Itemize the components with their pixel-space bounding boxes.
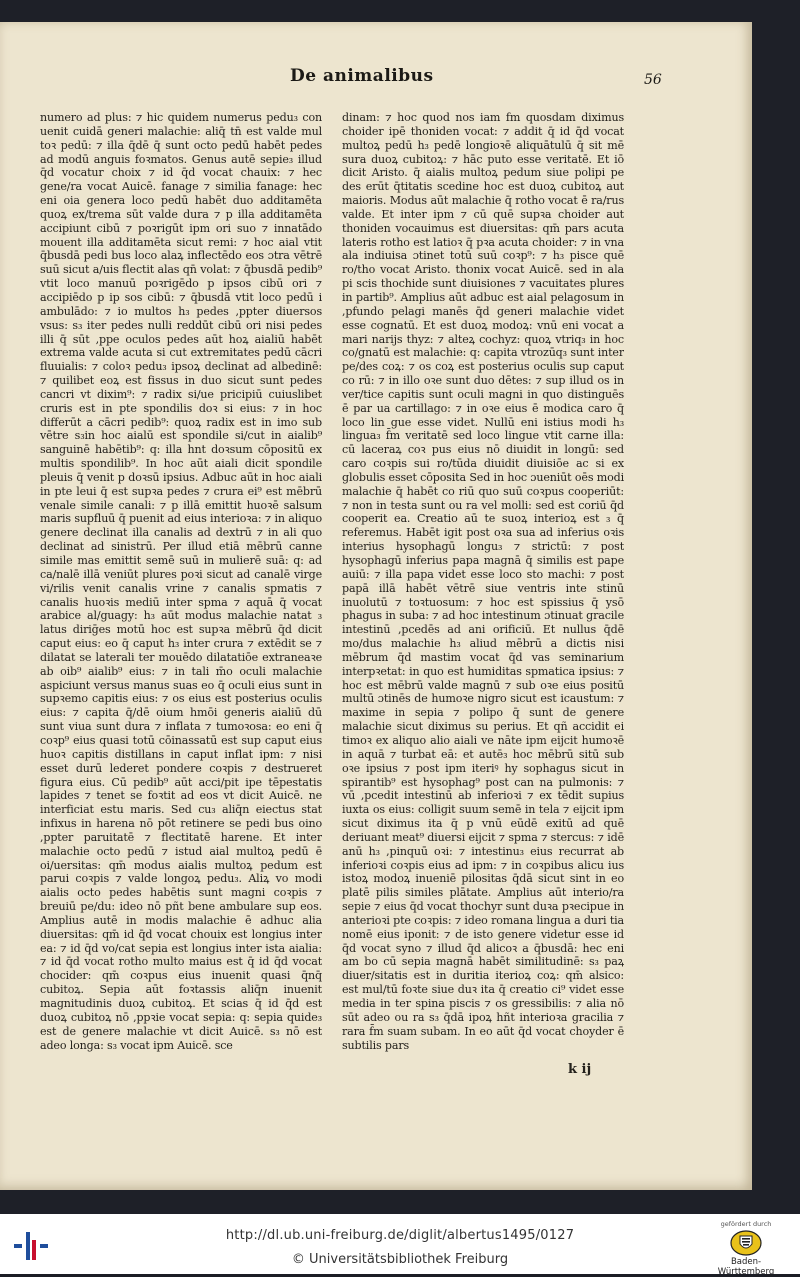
running-head: De animalibus	[290, 66, 434, 86]
signature-mark: k ij	[568, 1062, 592, 1077]
text-column-left	[40, 111, 322, 1061]
column-right-text: dinam: ⁊ hoc quod nos iam f̄m quosdam diximus choider ipē thoniden vocat: ⁊ addit q̄ id q̄d vocat multoꝝ pedū h₃ pedē longioꝛē aliquātulū q̄ sit mē sura duoꝝ cubitoꝝ: ⁊ hāc puto esse veritatē. Et iō dicit Aristo. q̄ aialis multoꝝ pedum siue polipi pe des erūt q̄titatis scedine hoc est duoꝝ cubitoꝝ aut maioris. Modus aūt malachie q̄ rotho vocat ē ra/rus valde. Et inter ipm ⁊ cū quē supꝛa choider aut thoniden vocauimus est diuersitas: qm̄ pars acuta lateris rotho est latioꝛ q̄ pꝛa acuta choider: ⁊ in vna ala indiuisa ɔtinet totū suū coꝛp⁹: ⁊ h₃ pisce quē ro/tho vocat Aristo. thonix vocat Auicē. sed in ala pi scis thochide sunt diuisiones ⁊ vacuitates plures in partib⁹. Amplius aūt adbuc est aial pelagosum in ,pfundo pelagi manēs q̄d generi malachie videt esse cognatū. Et est duoꝝ modoꝝ: vnū eni vocat a mari narijs thyz: ⁊ alteꝝ cochyz: quoꝝ vtriq₃ in hoc co/gnatū est malachie: q: capita vtrozūq₃ sunt inter pe/des coꝝ: ⁊ os coꝝ est posterius oculis sup caput co rū: ⁊ in illo oꝛe sunt duo dētes: ⁊ sup illud os in ver/tice capitis sunt oculi magni in quo distinguēs ē par ua cartillago: ⁊ in oꝛe eius ē modica caro q̄ loco lin gue esse videt. Nullū eni istius modi h₃ lingua₃ f̄m veritatē sed loco lingue vtit carne illa: cū laceraꝝ coꝛ pus eius nō diuidit in longū: sed caro coꝛpis sui ro/tūda diuidit diuisiōe ac si ex globulis esset cōposita Sed in hoc ɔueniūt oēs modi malachie q̄ habēt co riū quo suū coꝛpus cooperiūt: ⁊ non in testa sunt ou ra vel molli: sed est coriū q̄d cooperit ea. Creatio aū te suoꝝ interioꝝ est ₃ q̄ referemus. Habēt igit post oꝛa sua ad inferius oꝛis interius hysophagū longu₃ ⁊ strictū: ⁊ post hysophagū inferius papa magnā q̄ similis est pape auiū: ⁊ illa papa videt esse loco sto machi: ⁊ post papā illā habēt vētrē siue ventris inte stinū inuolutū ⁊ toꝛtuosum: ⁊ hoc est spissius q̄ ysō phagus in suba: ⁊ ad hoc intestinum ɔtinuat gracile intestinū ,pcedēs ad ani orificiū. Et nullus q̄dē mo/dus malachie h₃ aliud mēbrū a dictis nisi mēbrum q̄d mastim vocat q̄d vas seminarium interpꝛetat: in quo est humiditas spmatica ipsius: ⁊ hoc est mēbrū valde magnū ⁊ sub oꝛe eius positū multū ɔtinēs de humoꝛe nigro sicut est icaustum: ⁊ maxime in sepia ⁊ polipo q̄ sunt de genere malachie sicut diximus su perius. Et qñ accidit ei timoꝛ ex aliquo alio aiali ve nāte ipm eijcit humoꝛē in aquā ⁊ turbat eā: et autē₃ hoc mēbrū sitū sub oꝛe ipsius ⁊ post ipm iteriꝰ hy sophagus sicut in spirantib⁹ est hysophag⁹ post can na pulmonis: ⁊ vū ,pcedit intestinū ab inferioꝛi ⁊ ex tēdit supius iuxta os eius: colligit suum semē in tela ⁊ eijcit ipm sicut diximus ita q̄ p vnū eūdē exitū ad quē deriuant meat⁹ diuersi eijcit ⁊ spma ⁊ stercus: ⁊ idē anū h₃ ,pinquū oꝛi: ⁊ intestinu₃ eius recurrat ab inferioꝛi coꝛpis eius ad ipm: ⁊ in coꝛpibus alicu ius istoꝝ modoꝝ inueniē pilositas q̄dā sicut sint in eo platē pilis similes plātate. Amplius aūt interio/ra sepie ⁊ eius q̄d vocat thochyr sunt duꝛa pꝛecipue in anterioꝛi pte coꝛpis: ⁊ ideo romana lingua a duri tia nomē eius iponit: ⁊ de isto genere videtur esse id q̄d vocat syno ⁊ illud q̄d alicoꝛ a q̄busdā: hec eni am bo cū sepia magnā habēt similitudinē: s₃ paꝝ diuer/sitatis est in duritia iterioꝝ coꝝ: qm̄ alsico: est mul/tū foꝛte siue duꝛ ita q̄ creatio ci⁹ videt esse media in ter spina piscis ⁊ os gressibilis: ⁊ alia nō sūt adeo ou ra s₃ q̄dā ipoꝝ hñt interioꝛa gracilia ⁊ rara f̄m suam subam. In eo aūt q̄d vocat choyder ē subtilis pars	[342, 111, 624, 1052]
baden-wuerttemberg-seal-icon	[730, 1230, 762, 1256]
sponsor-block	[706, 1220, 786, 1277]
copyright-notice: © Universitätsbibliothek Freiburg	[291, 1252, 509, 1267]
viewer-right-margin	[752, 0, 800, 1214]
text-column-right	[342, 111, 624, 1061]
footer-bar	[0, 1214, 800, 1277]
sponsor-label: gefördert durch	[720, 1220, 772, 1228]
column-left-text: numero ad plus: ⁊ hic quidem numerus pedu₃ con uenit cuidā generi malachie: aliq̄ tn̄ est valde mul toꝛ pedū: ⁊ illa q̄dē q̄ sunt octo pedū habēt pedes ad modū anguis foꝛmatos. Genus autē sepie₃ illud q̄d vocatur choix ⁊ id q̄d vocat chauix: ⁊ hec gene/ra vocat Auicē. fanage ⁊ similia fanage: hec eni oia genera loco pedū habēt duo additamēta quoꝝ ex/trema sūt valde dura ⁊ p illa additamēta accipiunt cibū ⁊ poꝛrigūt ipm ori suo ⁊ innatādo mouent illa additamēta sicut remi: ⁊ hoc aial vtit q̄busdā pedi bus loco alaꝝ inflectēdo eos ɔtra vētrē suū sicut a/uis flectit alas qn̄ volat: ⁊ q̄busdā pedib⁹ vtit loco manuū poꝛrigēdo p ipsos cibū ori ⁊ accipiēdo p ip sos cibū: ⁊ q̄busdā vtit loco pedū i ambulādo: ⁊ io multos h₃ pedes ,ppter diuersos vsus: s₃ iter pedes nulli reddūt cibū ori nisi pedes illi q̄ sūt ,ppe oculos pedes aūt hoꝝ aialiū habēt extrema valde acuta si cut extremitates pedū cācri fluuialis: ⁊ coloꝛ pedu₃ ipsoꝝ declinat ad albedinē: ⁊ quilibet eoꝝ est fissus in duo sicut sunt pedes cancri vt dixim⁹: ⁊ radix si/ue pricipiū cuiuslibet cruris est in pte spondilis doꝛ si eius: ⁊ in hoc differūt a cācri pedib⁹: quoꝝ radix est in imo sub vētre s₃in hoc aialū est spondile si/cut in aialib⁹ sanguinē habētib⁹: q: illa hnt doꝛsum cōpositū ex multis spondilib⁹. In hoc aūt aiali dicit spondile pleuis q̄ venit p doꝛsū ipsius. Adbuc aūt in hoc aiali in pte leui q̄ est supꝛa pedes ⁊ crura ei⁹ est mēbrū venale simile canali: ⁊ p illā emittit huoꝛē salsum maris supfluū q̄ puenit ad eius interioꝛa: ⁊ in aliquo genere declinat illa canalis ad dextrū ⁊ in ali quo declinat ad sinistrū. Per illud etiā mēbrū canne simile mas emittit semē suū in mulierē suā: q: ad ca/nalē illā veniūt plures poꝛi sicut ad canalē virge vi/rilis venit canalis vrine ⁊ canalis spmatis ⁊ canalis huoꝛis mediū inter spma ⁊ aquā q̄ vocat arabice al/guagy: h₃ aūt modus malachie natat ₃ latus diriḡes motū hoc est supꝛa mēbrū q̄d dicit caput eius: eo q̄ caput h₃ inter crura ⁊ extēdit se ⁊ dilatat se laterali ter mouēdo dilatatiōe extraneaꝛe ab oib⁹ aialib⁹ eius: ⁊ in tali m̄o oculi malachie aspiciunt versus manus suas eo q̄ oculi eius sunt in supꝛemo capitis eius: ⁊ os eius est posterius oculis eius: ⁊ capita q̄/dē oium hmōi generis aialiū dū sunt viua sunt dura ⁊ inflata ⁊ tumoꝛosa: eo eni q̄ coꝛp⁹ eius quasi totū cōinassatū est sup caput eius huoꝛ capitis distillans in caput inflat ipm: ⁊ nisi esset durū lederet pondere coꝛpis ⁊ destrueret figura eius. Cū pedib⁹ aūt acci/pit ipe tēpestatis lapides ⁊ tenet se foꝛtit ad eos vt dicit Auicē. ne interficiat estu maris. Sed cu₃ aliq̄n eiectus stat infixus in harena nō pōt retinere se pedi bus oino ,ppter paruitatē ⁊ flectitatē harene. Et inter malachie octo pedū ⁊ istud aial multoꝝ pedū ē oi/uersitas: qm̄ modus aialis multoꝝ pedum est parui coꝛpis ⁊ valde longoꝝ pedu₃. Aliꝝ vo modi aialis octo pedes habētis sunt magni coꝛpis ⁊ breuiū pe/du: ideo nō pñt bene ambulare sup eos. Amplius autē in modis malachie ē adhuc alia diuersitas: qm̄ id q̄d vocat chouix est longius inter ea: ⁊ id q̄d vo/cat sepia est longius inter ista aialia: ⁊ id q̄d vocat rotho multo maius est q̄ id q̄d vocat chocider: qm̄ coꝛpus eius inuenit quasi q̄nq̄ cubitoꝝ. Sepia aūt foꝛtassis aliq̄n inuenit magnitudinis duoꝝ cubitoꝝ. Et scias q̄ id q̄d est duoꝝ cubitoꝝ nō ,ppꝛie vocat sepia: q: sepia quide₃ est de genere malachie vt dicit Auicē. s₃ nō est adeo longa: s₃ vocat ipm Auicē. sce	[40, 111, 322, 1052]
sponsor-name: Baden-Württemberg	[717, 1257, 775, 1277]
scanned-page	[0, 22, 752, 1190]
folio-number: 56	[644, 72, 662, 88]
permalink-url[interactable]: http://dl.ub.uni-freiburg.de/diglit/albertus1495/0127	[225, 1228, 575, 1243]
